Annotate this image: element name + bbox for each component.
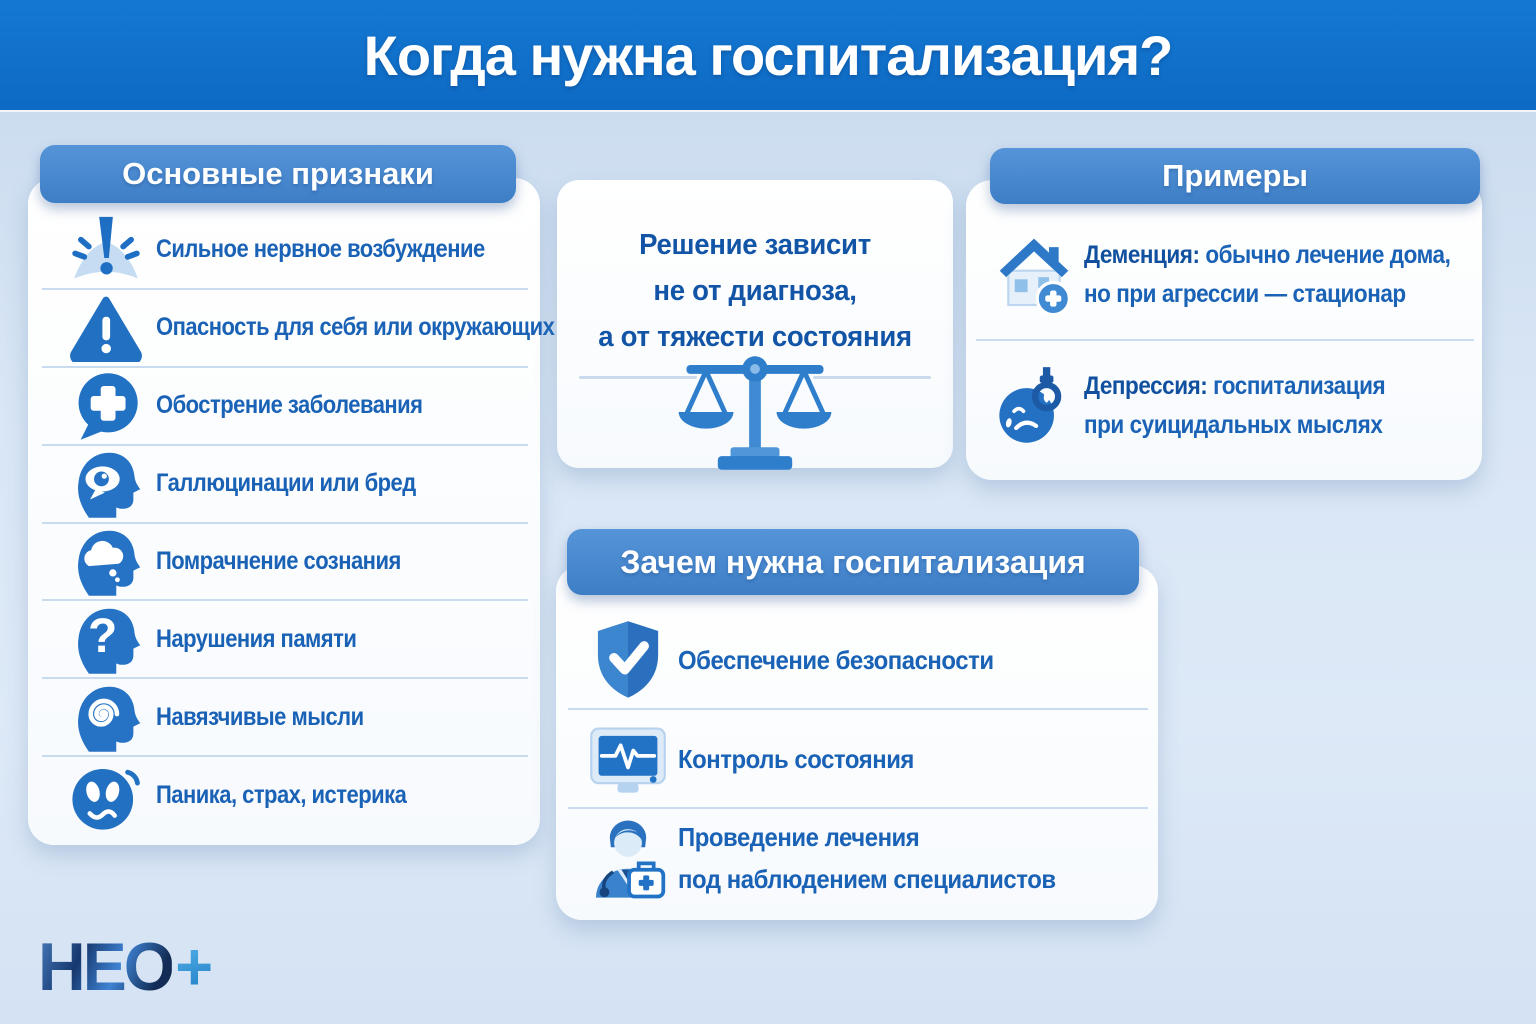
house-plus-icon <box>984 232 1084 318</box>
list-item <box>976 341 1474 470</box>
why-line: Контроль состояния <box>678 743 914 774</box>
sign-label: Галлюцинации или бред <box>156 469 416 498</box>
sign-label: Сильное нервное возбуждение <box>156 235 485 264</box>
examples-panel <box>966 180 1482 480</box>
signs-panel-title: Основные признаки <box>122 156 434 191</box>
head-question-icon <box>56 603 156 676</box>
list-item <box>568 710 1148 809</box>
list-item <box>42 446 528 524</box>
why-panel-title: Зачем нужна госпитализация <box>620 543 1086 580</box>
why-line: Проведение лечения <box>678 821 920 852</box>
decision-text <box>567 222 943 360</box>
why-text <box>678 639 994 681</box>
list-item <box>568 809 1148 906</box>
why-text <box>678 816 1056 900</box>
why-line: под наблюдением специалистов <box>678 863 1056 894</box>
shield-check-icon <box>578 617 678 703</box>
signs-panel <box>28 178 555 845</box>
why-panel <box>556 565 1158 920</box>
list-item <box>42 212 528 290</box>
decision-card <box>557 180 953 468</box>
warning-triangle-icon <box>56 294 156 362</box>
sign-label: Нарушения памяти <box>156 624 357 653</box>
balance-scale-icon <box>662 353 848 478</box>
sign-label: Обострение заболевания <box>156 391 423 420</box>
logo <box>38 928 211 1006</box>
example-term: Депрессия: <box>1084 371 1208 400</box>
list-item <box>568 611 1148 710</box>
head-spiral-icon <box>56 681 156 754</box>
examples-panel-header <box>990 148 1480 204</box>
why-panel-header <box>567 529 1139 595</box>
header-bar <box>0 0 1536 110</box>
example-text <box>1084 236 1450 314</box>
decision-line: а от тяжести состояния <box>598 321 912 353</box>
list-item <box>42 290 555 368</box>
signs-panel-header <box>40 145 516 203</box>
head-cloud-icon <box>56 525 156 598</box>
list-item <box>42 601 528 679</box>
example-line: обычно лечение дома, <box>1205 240 1451 269</box>
why-line: Обеспечение безопасности <box>678 644 994 675</box>
sign-label: Навязчивые мысли <box>156 702 364 731</box>
example-text <box>1084 367 1385 445</box>
sign-label: Помрачнение сознания <box>156 546 401 575</box>
example-line: госпитализация <box>1213 371 1386 400</box>
doctor-icon <box>578 814 678 902</box>
example-line: но при агрессии — стационар <box>1084 279 1406 308</box>
list-item <box>42 524 528 602</box>
list-item <box>42 679 528 757</box>
logo-text: НЕО <box>38 929 173 1005</box>
sign-label: Опасность для себя или окружающих <box>156 313 555 342</box>
sad-face-noose-icon <box>984 365 1084 447</box>
list-item <box>42 368 528 446</box>
decision-line: Решение зависит <box>639 229 871 261</box>
list-item <box>42 757 528 833</box>
panic-face-icon <box>56 758 156 832</box>
ecg-monitor-icon <box>578 721 678 797</box>
examples-panel-title: Примеры <box>1162 158 1308 193</box>
burst-exclamation-icon <box>56 213 156 287</box>
logo-plus-icon: + <box>175 929 211 1005</box>
decision-line: не от диагноза, <box>653 275 857 307</box>
example-term: Деменция: <box>1084 240 1200 269</box>
speech-bubble-cross-icon <box>56 370 156 442</box>
why-text <box>678 738 914 780</box>
list-item <box>976 210 1474 341</box>
head-eye-icon <box>56 447 156 520</box>
sign-label: Паника, страх, истерика <box>156 780 407 809</box>
example-line: при суицидальных мыслях <box>1084 410 1383 439</box>
svg-text:?: ? <box>87 609 118 663</box>
page-title: Когда нужна госпитализация? <box>363 23 1173 87</box>
